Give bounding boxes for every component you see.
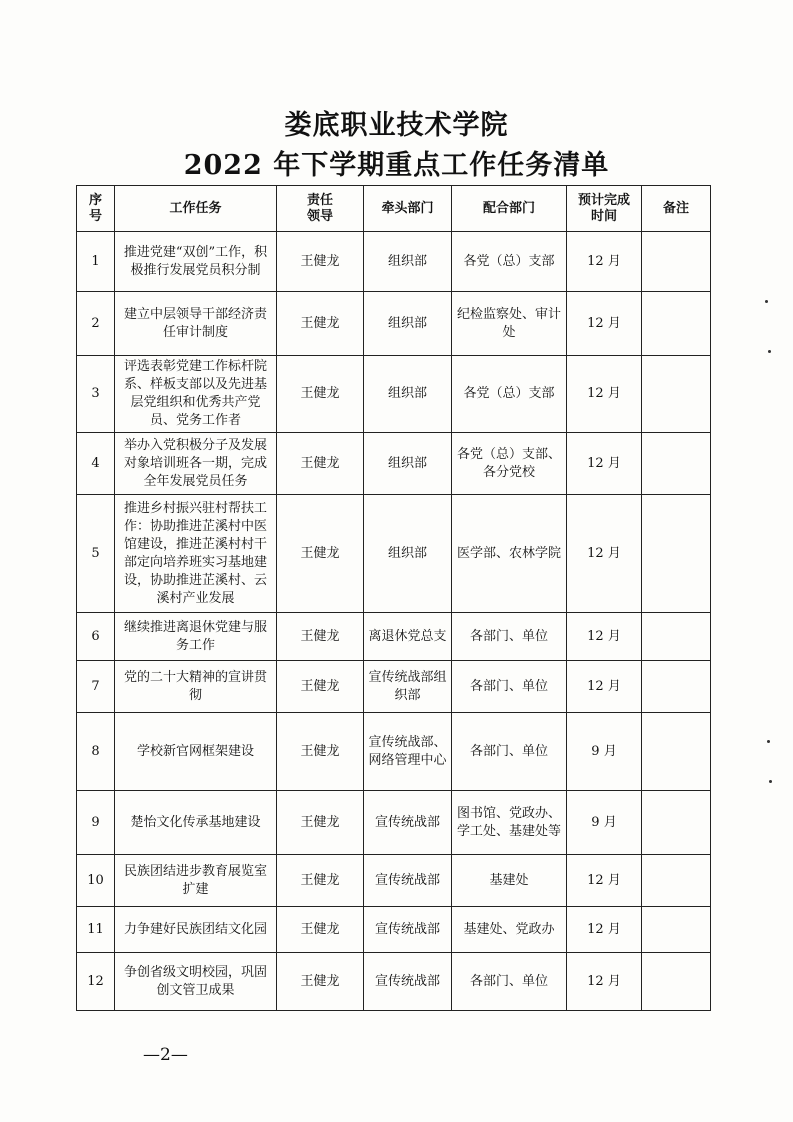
table-row [77,855,711,907]
task-cell: 推进党建“双创”工作，积极推行发展党员积分制 [115,232,277,292]
time-cell: 9 月 [567,791,642,855]
coop-dept-cell: 各部门、单位 [452,953,567,1011]
time-cell: 12 月 [567,433,642,495]
task-cell: 推进乡村振兴驻村帮扶工作：协助推进芷溪村中医馆建设，推进芷溪村村干部定向培养班实习基地建设，协助推进芷溪村、云溪村产业发展 [115,495,277,613]
table-row [77,495,711,613]
task-cell: 学校新官网框架建设 [115,713,277,791]
lead-dept-cell: 宣传统战部 [364,907,452,953]
note-cell [642,356,711,433]
leader-cell: 王健龙 [277,495,364,613]
note-cell [642,433,711,495]
document-subtitle: 2022 年下学期重点工作任务清单 [183,150,610,181]
lead-dept-cell: 宣传统战部、网络管理中心 [364,713,452,791]
time-cell: 12 月 [567,855,642,907]
task-cell: 力争建好民族团结文化园 [115,907,277,953]
lead-dept-cell: 组织部 [364,292,452,356]
row-number: 7 [77,661,115,713]
task-table [76,185,711,1011]
coop-dept-cell: 医学部、农林学院 [452,495,567,613]
coop-dept-cell: 各部门、单位 [452,613,567,661]
lead-dept-cell: 组织部 [364,232,452,292]
note-cell [642,232,711,292]
header-leader: 责任 领导 [277,186,364,232]
table-row [77,232,711,292]
coop-dept-cell: 基建处 [452,855,567,907]
lead-dept-cell: 宣传统战部 [364,953,452,1011]
coop-dept-cell: 各党（总）支部 [452,232,567,292]
time-cell: 12 月 [567,356,642,433]
leader-cell: 王健龙 [277,791,364,855]
leader-cell: 王健龙 [277,356,364,433]
row-number: 9 [77,791,115,855]
note-cell [642,855,711,907]
coop-dept-cell: 各部门、单位 [452,713,567,791]
task-cell: 建立中层领导干部经济责任审计制度 [115,292,277,356]
leader-cell: 王健龙 [277,907,364,953]
time-cell: 12 月 [567,495,642,613]
task-cell: 评选表彰党建工作标杆院系、样板支部以及先进基层党组织和优秀共产党员、党务工作者 [115,356,277,433]
lead-dept-cell: 离退休党总支 [364,613,452,661]
header-time: 预计完成 时间 [567,186,642,232]
row-number: 2 [77,292,115,356]
lead-dept-cell: 宣传统战部 [364,855,452,907]
header-lead-dept: 牵头部门 [364,186,452,232]
note-cell [642,791,711,855]
coop-dept-cell: 各党（总）支部 [452,356,567,433]
document-title: 娄底职业技术学院 [284,110,509,141]
leader-cell: 王健龙 [277,613,364,661]
time-cell: 9 月 [567,713,642,791]
table-row [77,953,711,1011]
row-number: 4 [77,433,115,495]
table-row [77,613,711,661]
coop-dept-cell: 图书馆、党政办、学工处、基建处等 [452,791,567,855]
leader-cell: 王健龙 [277,433,364,495]
row-number: 3 [77,356,115,433]
coop-dept-cell: 各部门、单位 [452,661,567,713]
note-cell [642,953,711,1011]
note-cell [642,907,711,953]
coop-dept-cell: 纪检监察处、审计处 [452,292,567,356]
table-row [77,433,711,495]
header-task: 工作任务 [115,186,277,232]
time-cell: 12 月 [567,232,642,292]
leader-cell: 王健龙 [277,232,364,292]
task-cell: 举办入党积极分子及发展对象培训班各一期，完成全年发展党员任务 [115,433,277,495]
lead-dept-cell: 组织部 [364,495,452,613]
table-row [77,356,711,433]
leader-cell: 王健龙 [277,661,364,713]
row-number: 12 [77,953,115,1011]
table-header-row [77,186,711,232]
scan-speck [765,300,768,303]
row-number: 6 [77,613,115,661]
row-number: 8 [77,713,115,791]
header-note: 备注 [642,186,711,232]
leader-cell: 王健龙 [277,855,364,907]
scan-speck [767,740,770,743]
row-number: 10 [77,855,115,907]
note-cell [642,495,711,613]
row-number: 5 [77,495,115,613]
task-cell: 楚怡文化传承基地建设 [115,791,277,855]
lead-dept-cell: 组织部 [364,356,452,433]
table-row [77,791,711,855]
coop-dept-cell: 基建处、党政办 [452,907,567,953]
lead-dept-cell: 宣传统战部 [364,791,452,855]
leader-cell: 王健龙 [277,713,364,791]
scan-speck [769,780,772,783]
time-cell: 12 月 [567,661,642,713]
leader-cell: 王健龙 [277,292,364,356]
lead-dept-cell: 宣传统战部组织部 [364,661,452,713]
lead-dept-cell: 组织部 [364,433,452,495]
note-cell [642,661,711,713]
table-row [77,907,711,953]
coop-dept-cell: 各党（总）支部、各分党校 [452,433,567,495]
header-coop-dept: 配合部门 [452,186,567,232]
table-row [77,661,711,713]
time-cell: 12 月 [567,907,642,953]
scan-speck [768,350,771,353]
leader-cell: 王健龙 [277,953,364,1011]
header-no: 序 号 [77,186,115,232]
time-cell: 12 月 [567,613,642,661]
time-cell: 12 月 [567,953,642,1011]
note-cell [642,292,711,356]
row-number: 11 [77,907,115,953]
table-row [77,713,711,791]
note-cell [642,613,711,661]
task-cell: 党的二十大精神的宣讲贯彻 [115,661,277,713]
time-cell: 12 月 [567,292,642,356]
task-cell: 民族团结进步教育展览室扩建 [115,855,277,907]
task-cell: 争创省级文明校园，巩固创文管卫成果 [115,953,277,1011]
task-cell: 继续推进离退休党建与服务工作 [115,613,277,661]
note-cell [642,713,711,791]
row-number: 1 [77,232,115,292]
page-number: —2— [143,1045,188,1065]
table-row [77,292,711,356]
